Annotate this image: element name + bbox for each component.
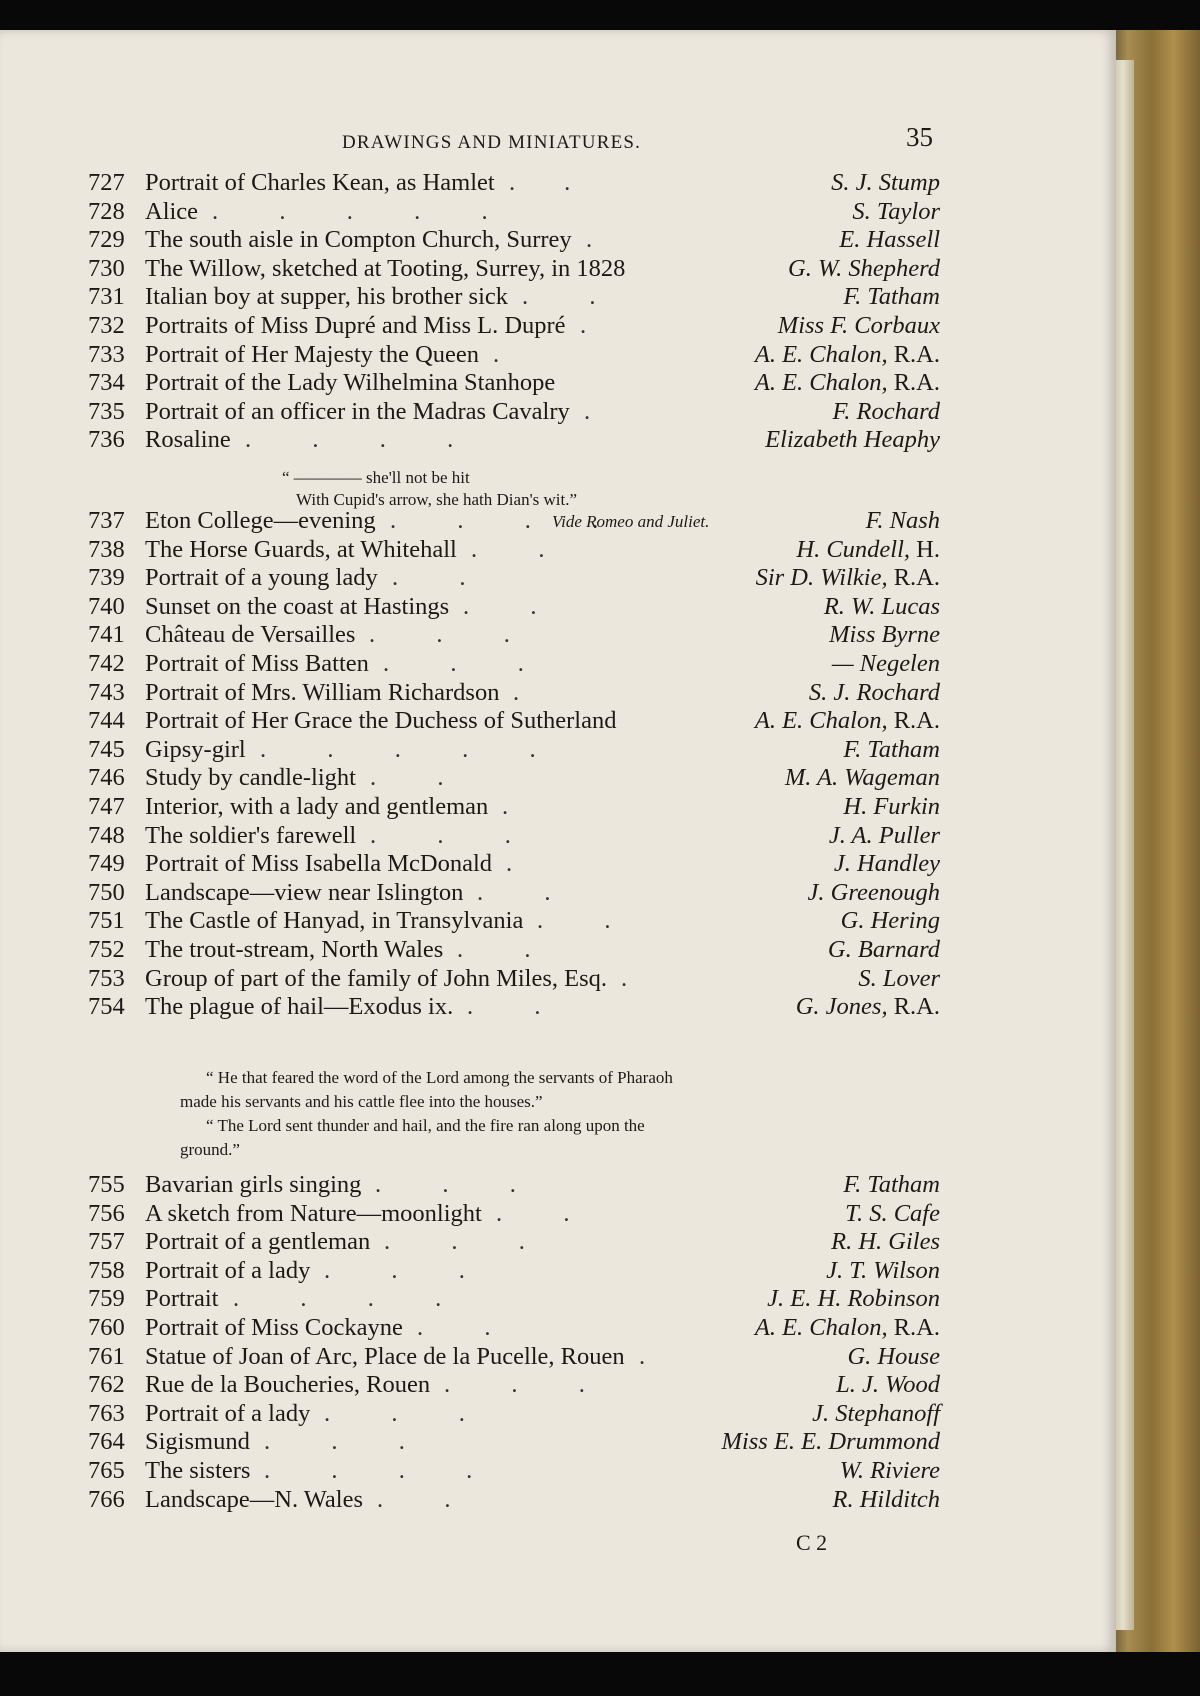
quote-line: “ ———— she'll not be hit (282, 468, 470, 487)
artist-name: T. S. Cafe (845, 1199, 940, 1227)
catalogue-entry (0, 254, 1116, 284)
dot-leader: . . (417, 1314, 491, 1341)
artist-name: F. Nash (865, 507, 940, 534)
entry-title: Landscape—N. Wales (145, 1485, 363, 1513)
entry-artist (755, 706, 940, 736)
artist-name: M. A. Wageman (784, 764, 940, 792)
artist-name: G. Barnard (827, 936, 940, 963)
dot-leader: . (580, 312, 587, 339)
entry-title: Portrait of Miss Batten (145, 650, 369, 677)
artist-suffix: R.A. (887, 1314, 940, 1341)
entry-artist (843, 1170, 940, 1200)
entry-number: 733 (88, 340, 125, 368)
artist-name: F. Tatham (843, 1171, 940, 1198)
catalogue-entry (0, 1227, 1116, 1257)
catalogue-entry (0, 620, 1116, 650)
entry-title: Sunset on the coast at Hastings (145, 592, 450, 620)
entry-artist (831, 1227, 940, 1257)
catalogue-entry (0, 563, 1116, 593)
entry-number: 757 (88, 1228, 125, 1256)
dot-leader: . . . . (245, 426, 454, 454)
running-head (0, 122, 1116, 162)
entry-number: 729 (88, 226, 125, 254)
quote-line: made his servants and his cattle flee into the houses.” (180, 1092, 543, 1111)
signature-mark: C 2 (796, 1530, 828, 1555)
catalogue-entry (0, 1427, 1116, 1457)
entry-title: Portrait of Her Majesty the Queen (145, 340, 480, 368)
entry-number: 758 (88, 1256, 125, 1284)
artist-name: J. Stephanoff (812, 1399, 940, 1427)
entry-artist (836, 1370, 940, 1400)
catalogue-entry (0, 397, 1116, 427)
dot-leader: . (506, 850, 513, 878)
entry-artist (843, 735, 940, 765)
entry-title: Portrait of Charles Kean, as Hamlet (145, 169, 495, 196)
entry-number: 764 (88, 1428, 125, 1456)
dot-leader: . . . (444, 1371, 585, 1399)
dot-leader: . . . (383, 650, 524, 677)
catalogue-entry (0, 282, 1116, 312)
catalogue-entry (0, 1456, 1116, 1486)
entry-artist (829, 620, 940, 650)
entry-title: Italian boy at supper, his brother sick (145, 283, 509, 311)
dot-leader: . . (377, 1485, 451, 1513)
entry-number: 740 (88, 592, 125, 620)
dot-leader: . . . (324, 1399, 465, 1427)
dot-leader: . . . (375, 1171, 516, 1198)
entry-title: Rosaline (145, 426, 231, 454)
entry-title: The Horse Guards, at Whitehall (145, 535, 457, 563)
catalogue-entry (0, 821, 1116, 851)
artist-name: H. Cundell, (796, 535, 911, 563)
entry-artist (755, 1313, 940, 1343)
catalogue-entry (0, 311, 1116, 341)
artist-suffix: R.A. (887, 993, 940, 1021)
catalogue-entry (0, 225, 1116, 255)
dot-leader: . (513, 678, 520, 706)
entry-artist (796, 992, 940, 1022)
entry-artist (756, 563, 940, 593)
artist-name: Miss E. E. Drummond (721, 1428, 940, 1456)
entry-title: Portrait of Mrs. William Richardson (145, 678, 500, 706)
entry-title: The soldier's farewell (145, 821, 357, 849)
entry-title: Portrait (145, 1285, 219, 1313)
entry-title: Statue of Joan of Arc, Place de la Pucelle, Rouen (145, 1342, 625, 1370)
entry-artist (796, 535, 940, 565)
artist-name: G. House (847, 1342, 940, 1370)
entry-artist (831, 168, 940, 198)
artist-name: S. J. Stump (831, 169, 940, 196)
artist-name: G. Hering (840, 907, 940, 935)
entry-artist (767, 1284, 940, 1314)
artist-name: S. Lover (858, 964, 940, 992)
artist-name: J. E. H. Robinson (767, 1285, 940, 1313)
artist-name: — Negelen (831, 650, 940, 677)
entry-number: 742 (88, 650, 125, 677)
entry-number: 730 (88, 254, 125, 282)
catalogue-entry (0, 1170, 1116, 1200)
entry-title: Study by candle-light (145, 764, 356, 792)
entry-title: Portrait of Her Grace the Duchess of Sutherland (145, 707, 617, 735)
dot-leader: . . (457, 936, 531, 963)
entry-number: 731 (88, 283, 125, 311)
entry-number: 746 (88, 764, 125, 792)
artist-name: H. Furkin (843, 793, 940, 820)
entry-artist (858, 964, 940, 994)
entry-number: 765 (88, 1457, 125, 1484)
dot-leader: . . (509, 169, 571, 196)
catalogue-entry (0, 735, 1116, 765)
catalogue-entry (0, 964, 1116, 994)
artist-name: R. H. Giles (831, 1228, 940, 1256)
catalogue-entry (0, 1399, 1116, 1429)
entry-number: 766 (88, 1485, 125, 1513)
entry-title: Gipsy-girl (145, 735, 246, 763)
entry-artist (788, 254, 940, 284)
entry-artist (841, 906, 940, 936)
entry-title: Portrait of a lady (145, 1256, 311, 1284)
artist-name: Sir D. Wilkie, (755, 564, 888, 592)
entry-number: 753 (88, 964, 125, 992)
catalogue-entry (0, 368, 1116, 398)
entry-title: Rue de la Boucheries, Rouen (145, 1371, 431, 1399)
artist-suffix: H. (910, 535, 940, 563)
catalogue-entry (0, 1342, 1116, 1372)
entry-title: Portrait of an officer in the Madras Cavalry (145, 397, 570, 425)
artist-name: A. E. Chalon, (754, 1314, 888, 1341)
entry-title: Portraits of Miss Dupré and Miss L. Dupré (145, 312, 566, 339)
quote-attribution: Vide Romeo and Juliet. (552, 512, 710, 531)
section-title: DRAWINGS AND MINIATURES. (342, 132, 642, 153)
entry-number: 741 (88, 621, 125, 649)
artist-name: Miss F. Corbaux (777, 312, 940, 339)
artist-name: F. Tatham (843, 283, 940, 311)
quote-line: “ The Lord sent thunder and hail, and the fire ran along upon the (206, 1116, 645, 1135)
catalogue-entry (0, 1256, 1116, 1286)
dot-leader: . . (537, 907, 611, 935)
artist-name: E. Hassell (839, 226, 940, 254)
dot-leader: . . . . . (212, 197, 488, 225)
dot-leader: . (584, 397, 591, 425)
quote-line: “ He that feared the word of the Lord among the servants of Pharaoh (206, 1068, 673, 1087)
entry-artist (834, 849, 940, 879)
catalogue-entry (0, 906, 1116, 936)
dot-leader: . . . (324, 1256, 465, 1284)
artist-suffix: R.A. (887, 340, 940, 368)
entry-artist (812, 1399, 940, 1429)
entry-number: 755 (88, 1171, 125, 1198)
entry-artist (755, 340, 940, 370)
catalogue-entry (0, 935, 1116, 965)
catalogue-entry (0, 1370, 1116, 1400)
entry-number: 756 (88, 1199, 125, 1227)
entry-number: 761 (88, 1342, 125, 1370)
catalogue-entry (0, 878, 1116, 908)
entry-title: The south aisle in Compton Church, Surrey (145, 226, 572, 254)
entry-artist (839, 225, 940, 255)
entry-number: 732 (88, 312, 125, 339)
artist-suffix: R.A. (887, 369, 940, 397)
entry-artist (832, 649, 940, 679)
artist-name: Elizabeth Heaphy (765, 426, 940, 454)
artist-name: J. Greenough (807, 878, 940, 906)
dot-leader: . . . . . (260, 735, 536, 763)
entry-number: 739 (88, 564, 125, 592)
dot-leader: . . (522, 283, 596, 311)
entry-artist (832, 397, 940, 427)
quote-line: ground.” (180, 1140, 240, 1159)
catalogue-entry (0, 197, 1116, 227)
entry-number: 738 (88, 535, 125, 563)
entry-number: 745 (88, 735, 125, 763)
entry-artist (828, 935, 940, 965)
dot-leader: . . . (264, 1428, 405, 1456)
entry-title: Alice (145, 197, 199, 225)
dot-leader: . . (471, 535, 545, 563)
artist-suffix: R.A. (887, 707, 940, 735)
entry-number: 748 (88, 821, 125, 849)
entry-title: Sigismund (145, 1428, 250, 1456)
entry-title: Eton College—evening (145, 507, 376, 534)
dot-leader: . . (370, 764, 444, 792)
entry-title: Portrait of Miss Isabella McDonald (145, 850, 493, 878)
entry-artist (843, 282, 940, 312)
artist-name: R. Hilditch (832, 1485, 940, 1513)
artist-name: A. E. Chalon, (754, 369, 888, 397)
entry-number: 743 (88, 678, 125, 706)
dot-leader: . . . . (264, 1457, 473, 1484)
entry-number: 750 (88, 878, 125, 906)
entry-title: The trout-stream, North Wales (145, 936, 444, 963)
entry-number: 744 (88, 707, 125, 735)
entry-number: 728 (88, 197, 125, 225)
entry-number: 763 (88, 1399, 125, 1427)
entry-artist (826, 1256, 940, 1286)
catalogue-entry (0, 678, 1116, 708)
entry-artist (843, 792, 940, 822)
dot-leader: . (502, 793, 509, 820)
entry-artist (722, 1427, 940, 1457)
dot-leader: . . . (370, 821, 511, 849)
dot-leader: . . (463, 592, 537, 620)
catalogue-entry (0, 535, 1116, 565)
entry-number: 734 (88, 369, 125, 397)
entry-artist (824, 592, 940, 622)
entry-artist (755, 368, 940, 398)
entry-title: The Castle of Hanyad, in Transylvania (145, 907, 524, 935)
dot-leader: . . . . (233, 1285, 442, 1313)
catalogue-entry (0, 425, 1116, 455)
entry-artist (829, 821, 940, 851)
entry-number: 736 (88, 426, 125, 454)
entry-title: Landscape—view near Islington (145, 878, 464, 906)
dot-leader: . (639, 1342, 646, 1370)
artist-name: J. A. Puller (828, 821, 940, 849)
entry-title: Portrait of Miss Cockayne (145, 1314, 403, 1341)
entry-number: 752 (88, 936, 125, 963)
page-number: 35 (906, 122, 933, 152)
entry-title: Portrait of a gentleman (145, 1228, 371, 1256)
entry-title: The sisters (145, 1457, 251, 1484)
entry-number: 737 (88, 507, 125, 534)
catalogue-entry (0, 763, 1116, 793)
entry-artist (785, 763, 940, 793)
artist-name: S. J. Rochard (808, 678, 940, 706)
catalogue-entry (0, 168, 1116, 198)
dot-leader: . . . . (390, 507, 599, 534)
entry-number: 749 (88, 850, 125, 878)
artist-name: Miss Byrne (829, 621, 940, 649)
entry-title: Château de Versailles (145, 621, 356, 649)
dot-leader: . . (496, 1199, 570, 1227)
catalogue-entry (0, 592, 1116, 622)
artist-name: L. J. Wood (836, 1371, 940, 1399)
dot-leader: . (586, 226, 593, 254)
quote-line: With Cupid's arrow, she hath Dian's wit.” (296, 490, 578, 509)
entry-title: Portrait of the Lady Wilhelmina Stanhope (145, 369, 556, 397)
entry-title: Group of part of the family of John Miles, Esq. (145, 964, 608, 992)
entry-title: The plague of hail—Exodus ix. (145, 993, 454, 1021)
dot-leader: . . (477, 878, 551, 906)
entry-artist (832, 1485, 940, 1515)
catalogue-entry (0, 1284, 1116, 1314)
entry-title: Portrait of a young lady (145, 564, 378, 592)
catalogue-entry (0, 649, 1116, 679)
entry-title: Portrait of a lady (145, 1399, 311, 1427)
artist-name: S. Taylor (852, 197, 940, 225)
artist-name: A. E. Chalon, (754, 340, 888, 368)
dot-leader: . . (392, 564, 466, 592)
entry-artist (845, 1199, 940, 1229)
artist-name: R. W. Lucas (823, 592, 940, 620)
catalogue-entry (0, 1313, 1116, 1343)
dot-leader: . (621, 964, 628, 992)
entry-number: 751 (88, 907, 125, 935)
artist-name: G. Jones, (795, 993, 888, 1021)
entry-number: 760 (88, 1314, 125, 1341)
entry-number: 762 (88, 1371, 125, 1399)
entry-number: 759 (88, 1285, 125, 1313)
artist-suffix: R.A. (887, 564, 940, 592)
artist-name: J. T. Wilson (826, 1256, 940, 1284)
catalogue-entry (0, 1485, 1116, 1515)
artist-name: G. W. Shepherd (788, 254, 940, 282)
entry-title: The Willow, sketched at Tooting, Surrey, in 1828 (145, 254, 626, 282)
entry-artist (808, 878, 940, 908)
entry-title: Bavarian girls singing (145, 1171, 362, 1198)
entry-artist (840, 1456, 940, 1486)
entry-artist (778, 311, 940, 341)
entry-number: 747 (88, 793, 125, 820)
catalogue-entry (0, 792, 1116, 822)
entry-artist (809, 678, 940, 708)
dot-leader: . . . (384, 1228, 525, 1256)
entry-number: 727 (88, 169, 125, 196)
dot-leader: . . . (369, 621, 510, 649)
entry-artist (765, 425, 940, 455)
entry-title: Interior, with a lady and gentleman (145, 793, 489, 820)
artist-name: F. Tatham (843, 735, 940, 763)
catalogue-entry (0, 1199, 1116, 1229)
entry-artist (852, 197, 940, 227)
entry-artist (866, 506, 940, 536)
artist-name: A. E. Chalon, (754, 707, 888, 735)
catalogue-entry (0, 340, 1116, 370)
entry-number: 754 (88, 993, 125, 1021)
catalogue-page (0, 30, 1116, 1652)
dot-leader: . (493, 340, 500, 368)
artist-name: J. Handley (833, 850, 940, 878)
artist-name: W. Riviere (839, 1457, 940, 1484)
artist-name: F. Rochard (832, 397, 940, 425)
catalogue-entry (0, 706, 1116, 736)
entry-number: 735 (88, 397, 125, 425)
catalogue-entry (0, 992, 1116, 1022)
catalogue-entry (0, 849, 1116, 879)
dot-leader: . . (467, 993, 541, 1021)
entry-title: A sketch from Nature—moonlight (145, 1199, 482, 1227)
entry-artist (847, 1342, 940, 1372)
